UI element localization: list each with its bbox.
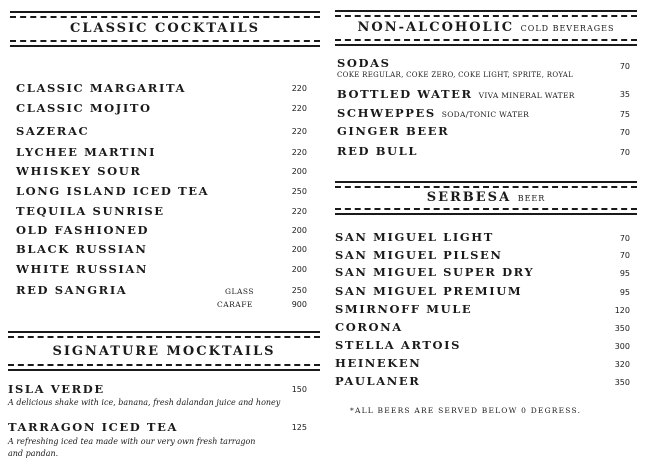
menu-item-name: GINGER BEER: [337, 124, 450, 138]
glass-price: 250: [291, 286, 307, 295]
menu-item-name: RED SANGRIA: [16, 283, 128, 297]
menu-item-name: CORONA: [335, 320, 403, 334]
menu-item-name: PAULANER: [335, 374, 421, 388]
carafe-label: CARAFE: [217, 300, 253, 309]
menu-item-name: TARRAGON ICED TEA: [8, 420, 178, 434]
serbesa-bottom-rule: [335, 213, 637, 215]
menu-item-price: 200: [291, 245, 307, 254]
serbesa-title-text: SERBESA: [426, 190, 512, 205]
menu-item-price: 320: [614, 360, 630, 369]
menu-item-name: CLASSIC MARGARITA: [16, 81, 186, 95]
menu-item-price: 220: [291, 104, 307, 113]
cold-beverages-subtitle: COLD BEVERAGES: [520, 24, 615, 33]
menu-item-price: 95: [619, 288, 630, 297]
menu-item-description: A delicious shake with ice, banana, fresh dalandan juice and honey: [8, 398, 281, 407]
menu-item-name: LONG ISLAND ICED TEA: [16, 184, 210, 198]
menu-item-price: 70: [619, 234, 630, 243]
menu-item-name: HEINEKEN: [335, 356, 422, 370]
menu-item-name: SAN MIGUEL SUPER DRY: [335, 265, 535, 279]
menu-item-description: A refreshing iced tea made with our very own fresh tarragon: [8, 437, 256, 446]
menu-item-price: 200: [291, 265, 307, 274]
menu-item-label: SCHWEPPES: [337, 106, 436, 120]
menu-item-name: SAN MIGUEL PREMIUM: [335, 284, 523, 298]
menu-item-price: 250: [291, 187, 307, 196]
classic-cocktails-title: CLASSIC COCKTAILS: [70, 21, 260, 36]
menu-item-name: SAZERAC: [16, 124, 90, 138]
signature-top-dash: [8, 336, 320, 338]
classic-top-rule: [10, 11, 320, 13]
classic-bottom-rule: [10, 45, 320, 47]
classic-top-dash: [10, 16, 320, 18]
menu-item-name: LYCHEE MARTINI: [16, 145, 157, 159]
menu-item-name: CLASSIC MOJITO: [16, 101, 152, 115]
menu-item-price: 220: [291, 127, 307, 136]
non-alcoholic-title-text: NON-ALCOHOLIC: [357, 20, 515, 35]
menu-item-label: BOTTLED WATER: [337, 87, 473, 101]
nonalc-bottom-dash: [335, 39, 637, 41]
menu-item-price: 200: [291, 226, 307, 235]
menu-item-description: and pandan.: [8, 449, 59, 458]
menu-item-price: 350: [614, 378, 630, 387]
menu-item-name: ISLA VERDE: [8, 382, 105, 396]
glass-label: GLASS: [225, 287, 255, 296]
menu-item-name: [337, 106, 529, 120]
serbesa-title: [335, 190, 637, 205]
serbesa-top-rule: [335, 181, 637, 183]
menu-item-price: 70: [619, 148, 630, 157]
menu-item-detail: COKE REGULAR, COKE ZERO, COKE LIGHT, SPRITE, ROYAL: [337, 71, 574, 79]
menu-item-price: 220: [291, 84, 307, 93]
menu-item-name: BLACK RUSSIAN: [16, 242, 148, 256]
menu-item-name: SAN MIGUEL PILSEN: [335, 248, 503, 262]
beer-footnote: *ALL BEERS ARE SERVED BELOW 0 DEGRESS.: [350, 406, 582, 415]
menu-item-price: 70: [619, 62, 630, 71]
nonalc-top-dash: [335, 15, 637, 17]
menu-item-price: 75: [619, 110, 630, 119]
menu-item-price: 150: [291, 385, 307, 394]
nonalc-bottom-rule: [335, 44, 637, 46]
menu-item-price: 120: [614, 306, 630, 315]
menu-item-price: 200: [291, 167, 307, 176]
menu-item-price: 220: [291, 148, 307, 157]
carafe-price: 900: [291, 300, 307, 309]
menu-item-name: SODAS: [337, 56, 391, 70]
menu-item-price: 70: [619, 251, 630, 260]
signature-bottom-rule: [8, 369, 320, 371]
menu-item-price: 125: [291, 423, 307, 432]
menu-item-detail: SODA/TONIC WATER: [441, 110, 530, 119]
menu-item-price: 300: [614, 342, 630, 351]
menu-item-detail: VIVA MINERAL WATER: [478, 91, 575, 100]
serbesa-top-dash: [335, 186, 637, 188]
menu-item-name: OLD FASHIONED: [16, 223, 150, 237]
menu-item-name: WHITE RUSSIAN: [16, 262, 149, 276]
menu-item-name: SAN MIGUEL LIGHT: [335, 230, 494, 244]
menu-item-name: [337, 87, 575, 101]
signature-bottom-dash: [8, 364, 320, 366]
menu-item-price: 70: [619, 128, 630, 137]
menu-item-price: 220: [291, 207, 307, 216]
menu-item-price: 350: [614, 324, 630, 333]
nonalc-top-rule: [335, 10, 637, 12]
signature-top-rule: [8, 331, 320, 333]
serbesa-bottom-dash: [335, 208, 637, 210]
non-alcoholic-title: [335, 20, 637, 35]
menu-item-name: WHISKEY SOUR: [16, 164, 142, 178]
signature-mocktails-title: SIGNATURE MOCKTAILS: [52, 344, 276, 359]
menu-item-price: 95: [619, 269, 630, 278]
classic-bottom-dash: [10, 40, 320, 42]
menu-item-name: RED BULL: [337, 144, 419, 158]
beer-subtitle: BEER: [517, 194, 546, 203]
menu-item-name: STELLA ARTOIS: [335, 338, 462, 352]
menu-item-name: SMIRNOFF MULE: [335, 302, 473, 316]
menu-item-name: TEQUILA SUNRISE: [16, 204, 165, 218]
menu-item-price: 35: [619, 90, 630, 99]
